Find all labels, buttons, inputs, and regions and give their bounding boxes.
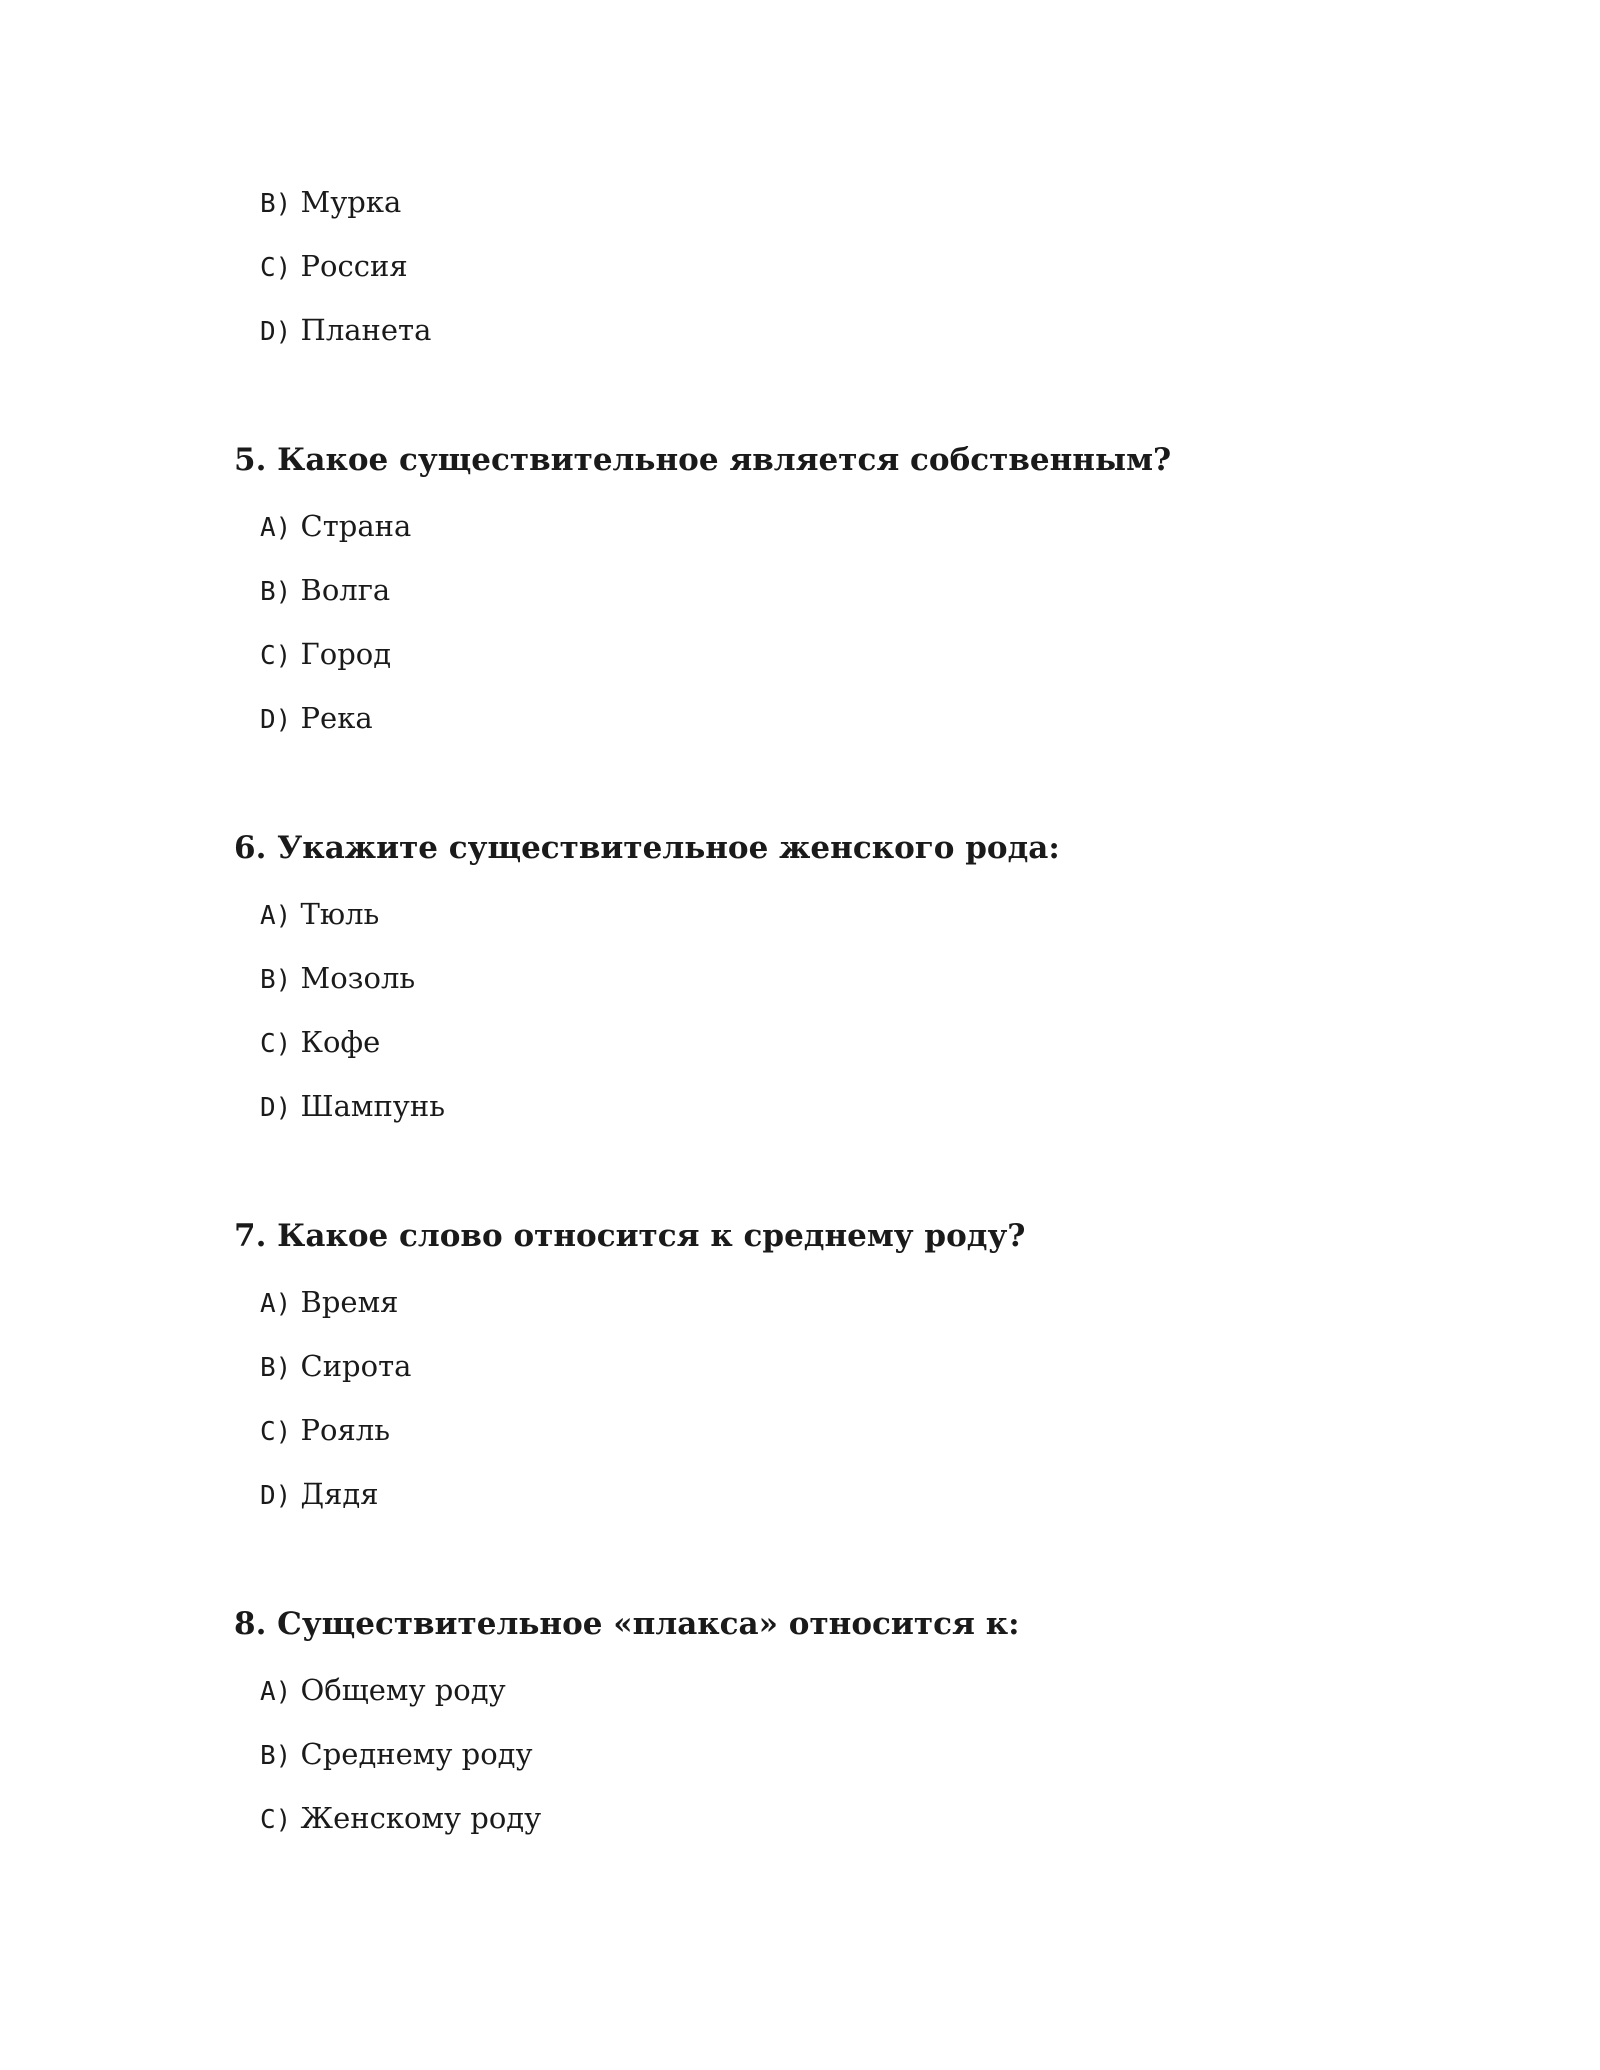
option-letter: D) bbox=[260, 1481, 292, 1511]
option-text: Кофе bbox=[300, 1025, 381, 1059]
question-8-title: 8. Существительное «плакса» относится к: bbox=[234, 1606, 1020, 1642]
option-6a bbox=[260, 894, 379, 936]
option-text: Время bbox=[300, 1285, 399, 1319]
option-letter: D) bbox=[260, 317, 292, 347]
question-6-title: 6. Укажите существительное женского рода: bbox=[234, 830, 1060, 866]
option-letter: C) bbox=[260, 1029, 292, 1059]
option-6b bbox=[260, 958, 415, 1000]
option-4d bbox=[260, 310, 431, 352]
option-8a bbox=[260, 1670, 506, 1712]
option-letter: C) bbox=[260, 1417, 292, 1447]
option-text: Рояль bbox=[300, 1413, 391, 1447]
option-text: Россия bbox=[300, 249, 408, 283]
option-text: Дядя bbox=[300, 1477, 379, 1511]
option-letter: C) bbox=[260, 253, 292, 283]
option-letter: A) bbox=[260, 1289, 292, 1319]
option-letter: B) bbox=[260, 189, 292, 219]
option-text: Планета bbox=[300, 313, 432, 347]
option-8b bbox=[260, 1734, 533, 1776]
question-5-title: 5. Какое существительное является собственным? bbox=[234, 442, 1172, 478]
option-text: Город bbox=[300, 637, 392, 671]
option-text: Волга bbox=[300, 573, 391, 607]
option-text: Шампунь bbox=[300, 1089, 445, 1123]
option-letter: B) bbox=[260, 577, 292, 607]
option-letter: B) bbox=[260, 965, 292, 995]
option-letter: B) bbox=[260, 1353, 292, 1383]
option-text: Женскому роду bbox=[300, 1801, 542, 1835]
option-8c bbox=[260, 1798, 541, 1840]
option-5b bbox=[260, 570, 390, 612]
option-text: Сирота bbox=[300, 1349, 412, 1383]
option-4b bbox=[260, 182, 401, 224]
option-6d bbox=[260, 1086, 445, 1128]
option-7d bbox=[260, 1474, 379, 1516]
option-5d bbox=[260, 698, 373, 740]
option-text: Тюль bbox=[300, 897, 380, 931]
option-5a bbox=[260, 506, 411, 548]
option-letter: C) bbox=[260, 641, 292, 671]
option-letter: D) bbox=[260, 705, 292, 735]
option-letter: B) bbox=[260, 1741, 292, 1771]
option-4c bbox=[260, 246, 408, 288]
option-letter: D) bbox=[260, 1093, 292, 1123]
option-text: Страна bbox=[300, 509, 412, 543]
option-5c bbox=[260, 634, 391, 676]
option-text: Общему роду bbox=[300, 1673, 506, 1707]
option-letter: C) bbox=[260, 1805, 292, 1835]
option-7b bbox=[260, 1346, 411, 1388]
option-letter: A) bbox=[260, 901, 292, 931]
option-text: Мозоль bbox=[300, 961, 416, 995]
option-7a bbox=[260, 1282, 398, 1324]
option-letter: A) bbox=[260, 1677, 292, 1707]
question-7-title: 7. Какое слово относится к среднему роду? bbox=[234, 1218, 1026, 1254]
option-text: Мурка bbox=[300, 185, 402, 219]
option-6c bbox=[260, 1022, 380, 1064]
option-text: Среднему роду bbox=[300, 1737, 533, 1771]
option-7c bbox=[260, 1410, 390, 1452]
option-text: Река bbox=[300, 701, 373, 735]
option-letter: A) bbox=[260, 513, 292, 543]
